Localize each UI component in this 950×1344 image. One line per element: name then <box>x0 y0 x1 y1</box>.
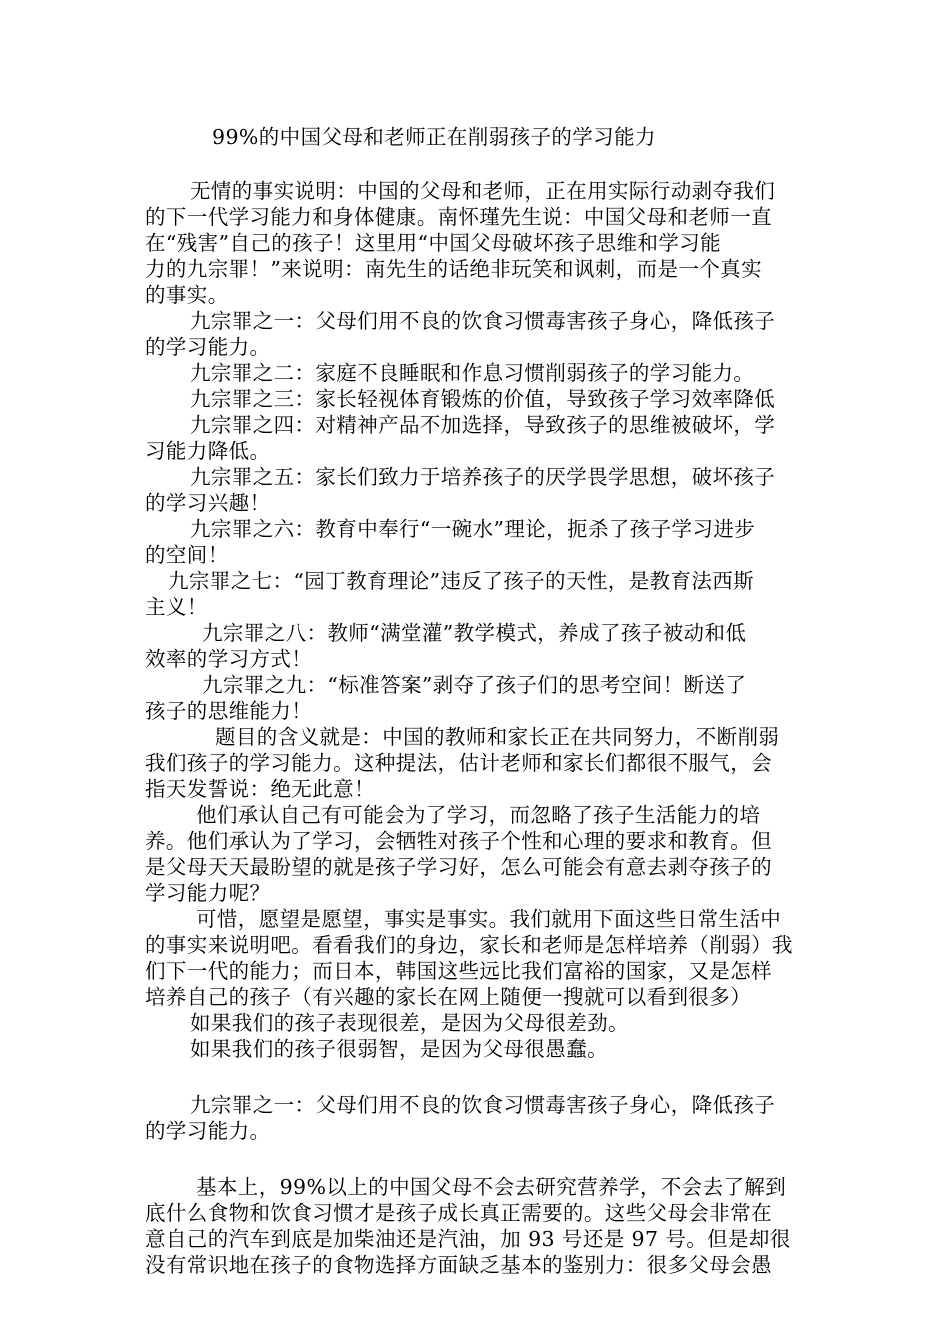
text-line: 九宗罪之六：教育中奉行“一碗水”理论，扼杀了孩子学习进步 <box>190 517 756 541</box>
text-line: 是父母天天最盼望的就是孩子学习好，怎么可能会有意去剥夺孩子的 <box>145 855 772 879</box>
text-line: 我们孩子的学习能力。这种提法，估计老师和家长们都很不服气，会 <box>145 751 772 775</box>
text-line: 基本上，99%以上的中国父母不会去研究营养学，不会去了解到 <box>196 1175 787 1199</box>
text-line: 九宗罪之二：家庭不良睡眠和作息习惯削弱孩子的学习能力。 <box>190 361 755 385</box>
text-line: 的事实来说明吧。看看我们的身边，家长和老师是怎样培养（削弱）我 <box>145 933 793 957</box>
text-line: 学习能力呢？ <box>145 881 271 905</box>
text-line: 培养自己的孩子（有兴趣的家长在网上随便一搜就可以看到很多） <box>145 985 752 1009</box>
text-line: 他们承认自己有可能会为了学习，而忽略了孩子生活能力的培 <box>196 803 761 827</box>
text-line: 意自己的汽车到底是加柴油还是汽油，加 93 号还是 97 号。但是却很 <box>145 1227 791 1251</box>
text-line: 孩子的思维能力！ <box>145 699 313 723</box>
text-line: 底什么食物和饮食习惯才是孩子成长真正需要的。这些父母会非常在 <box>145 1201 772 1225</box>
text-line: 无情的事实说明：中国的父母和老师，正在用实际行动剥夺我们 <box>190 179 776 203</box>
text-line: 九宗罪之四：对精神产品不加选择，导致孩子的思维被破坏，学 <box>190 413 776 437</box>
text-line: 们下一代的能力；而日本，韩国这些远比我们富裕的国家，又是怎样 <box>145 959 772 983</box>
text-line: 的下一代学习能力和身体健康。南怀瑾先生说：中国父母和老师一直 <box>145 205 772 229</box>
text-line: 效率的学习方式！ <box>145 647 313 671</box>
text-line: 九宗罪之七：“园丁教育理论”违反了孩子的天性，是教育法西斯 <box>168 569 755 593</box>
text-line: 九宗罪之三：家长轻视体育锻炼的价值，导致孩子学习效率降低 <box>190 387 776 411</box>
text-line: 的学习兴趣！ <box>145 491 271 515</box>
document-title: 99%的中国父母和老师正在削弱孩子的学习能力 <box>212 125 656 149</box>
text-line: 九宗罪之八：教师“满堂灌”教学模式，养成了孩子被动和低 <box>202 621 747 645</box>
text-line: 九宗罪之一：父母们用不良的饮食习惯毒害孩子身心，降低孩子 <box>190 309 776 333</box>
text-line: 指天发誓说：绝无此意！ <box>145 777 375 801</box>
text-line: 的学习能力。 <box>145 1119 271 1143</box>
text-line: 如果我们的孩子很弱智，是因为父母很愚蠢。 <box>190 1037 608 1061</box>
text-line: 九宗罪之五：家长们致力于培养孩子的厌学畏学思想，破坏孩子 <box>190 465 776 489</box>
text-line: 如果我们的孩子表现很差，是因为父母很差劲。 <box>190 1011 629 1035</box>
text-line: 九宗罪之一：父母们用不良的饮食习惯毒害孩子身心，降低孩子 <box>190 1093 776 1117</box>
text-line: 的空间！ <box>145 543 229 567</box>
text-line: 主义！ <box>145 595 208 619</box>
text-line: 九宗罪之九：“标准答案”剥夺了孩子们的思考空间！断送了 <box>202 673 747 697</box>
text-line: 养。他们承认为了学习，会牺牲对孩子个性和心理的要求和教育。但 <box>145 829 772 853</box>
text-line: 力的九宗罪！”来说明：南先生的话绝非玩笑和讽刺，而是一个真实 <box>145 257 762 281</box>
text-line: 可惜，愿望是愿望，事实是事实。我们就用下面这些日常生活中 <box>196 907 782 931</box>
text-line: 没有常识地在孩子的食物选择方面缺乏基本的鉴别力：很多父母会愚 <box>145 1253 772 1277</box>
text-line: 在“残害”自己的孩子！这里用“中国父母破坏孩子思维和学习能 <box>145 231 722 255</box>
text-line: 题目的含义就是：中国的教师和家长正在共同努力，不断削弱 <box>215 725 780 749</box>
text-line: 习能力降低。 <box>145 439 271 463</box>
text-line: 的事实。 <box>145 283 229 307</box>
text-line: 的学习能力。 <box>145 335 271 359</box>
